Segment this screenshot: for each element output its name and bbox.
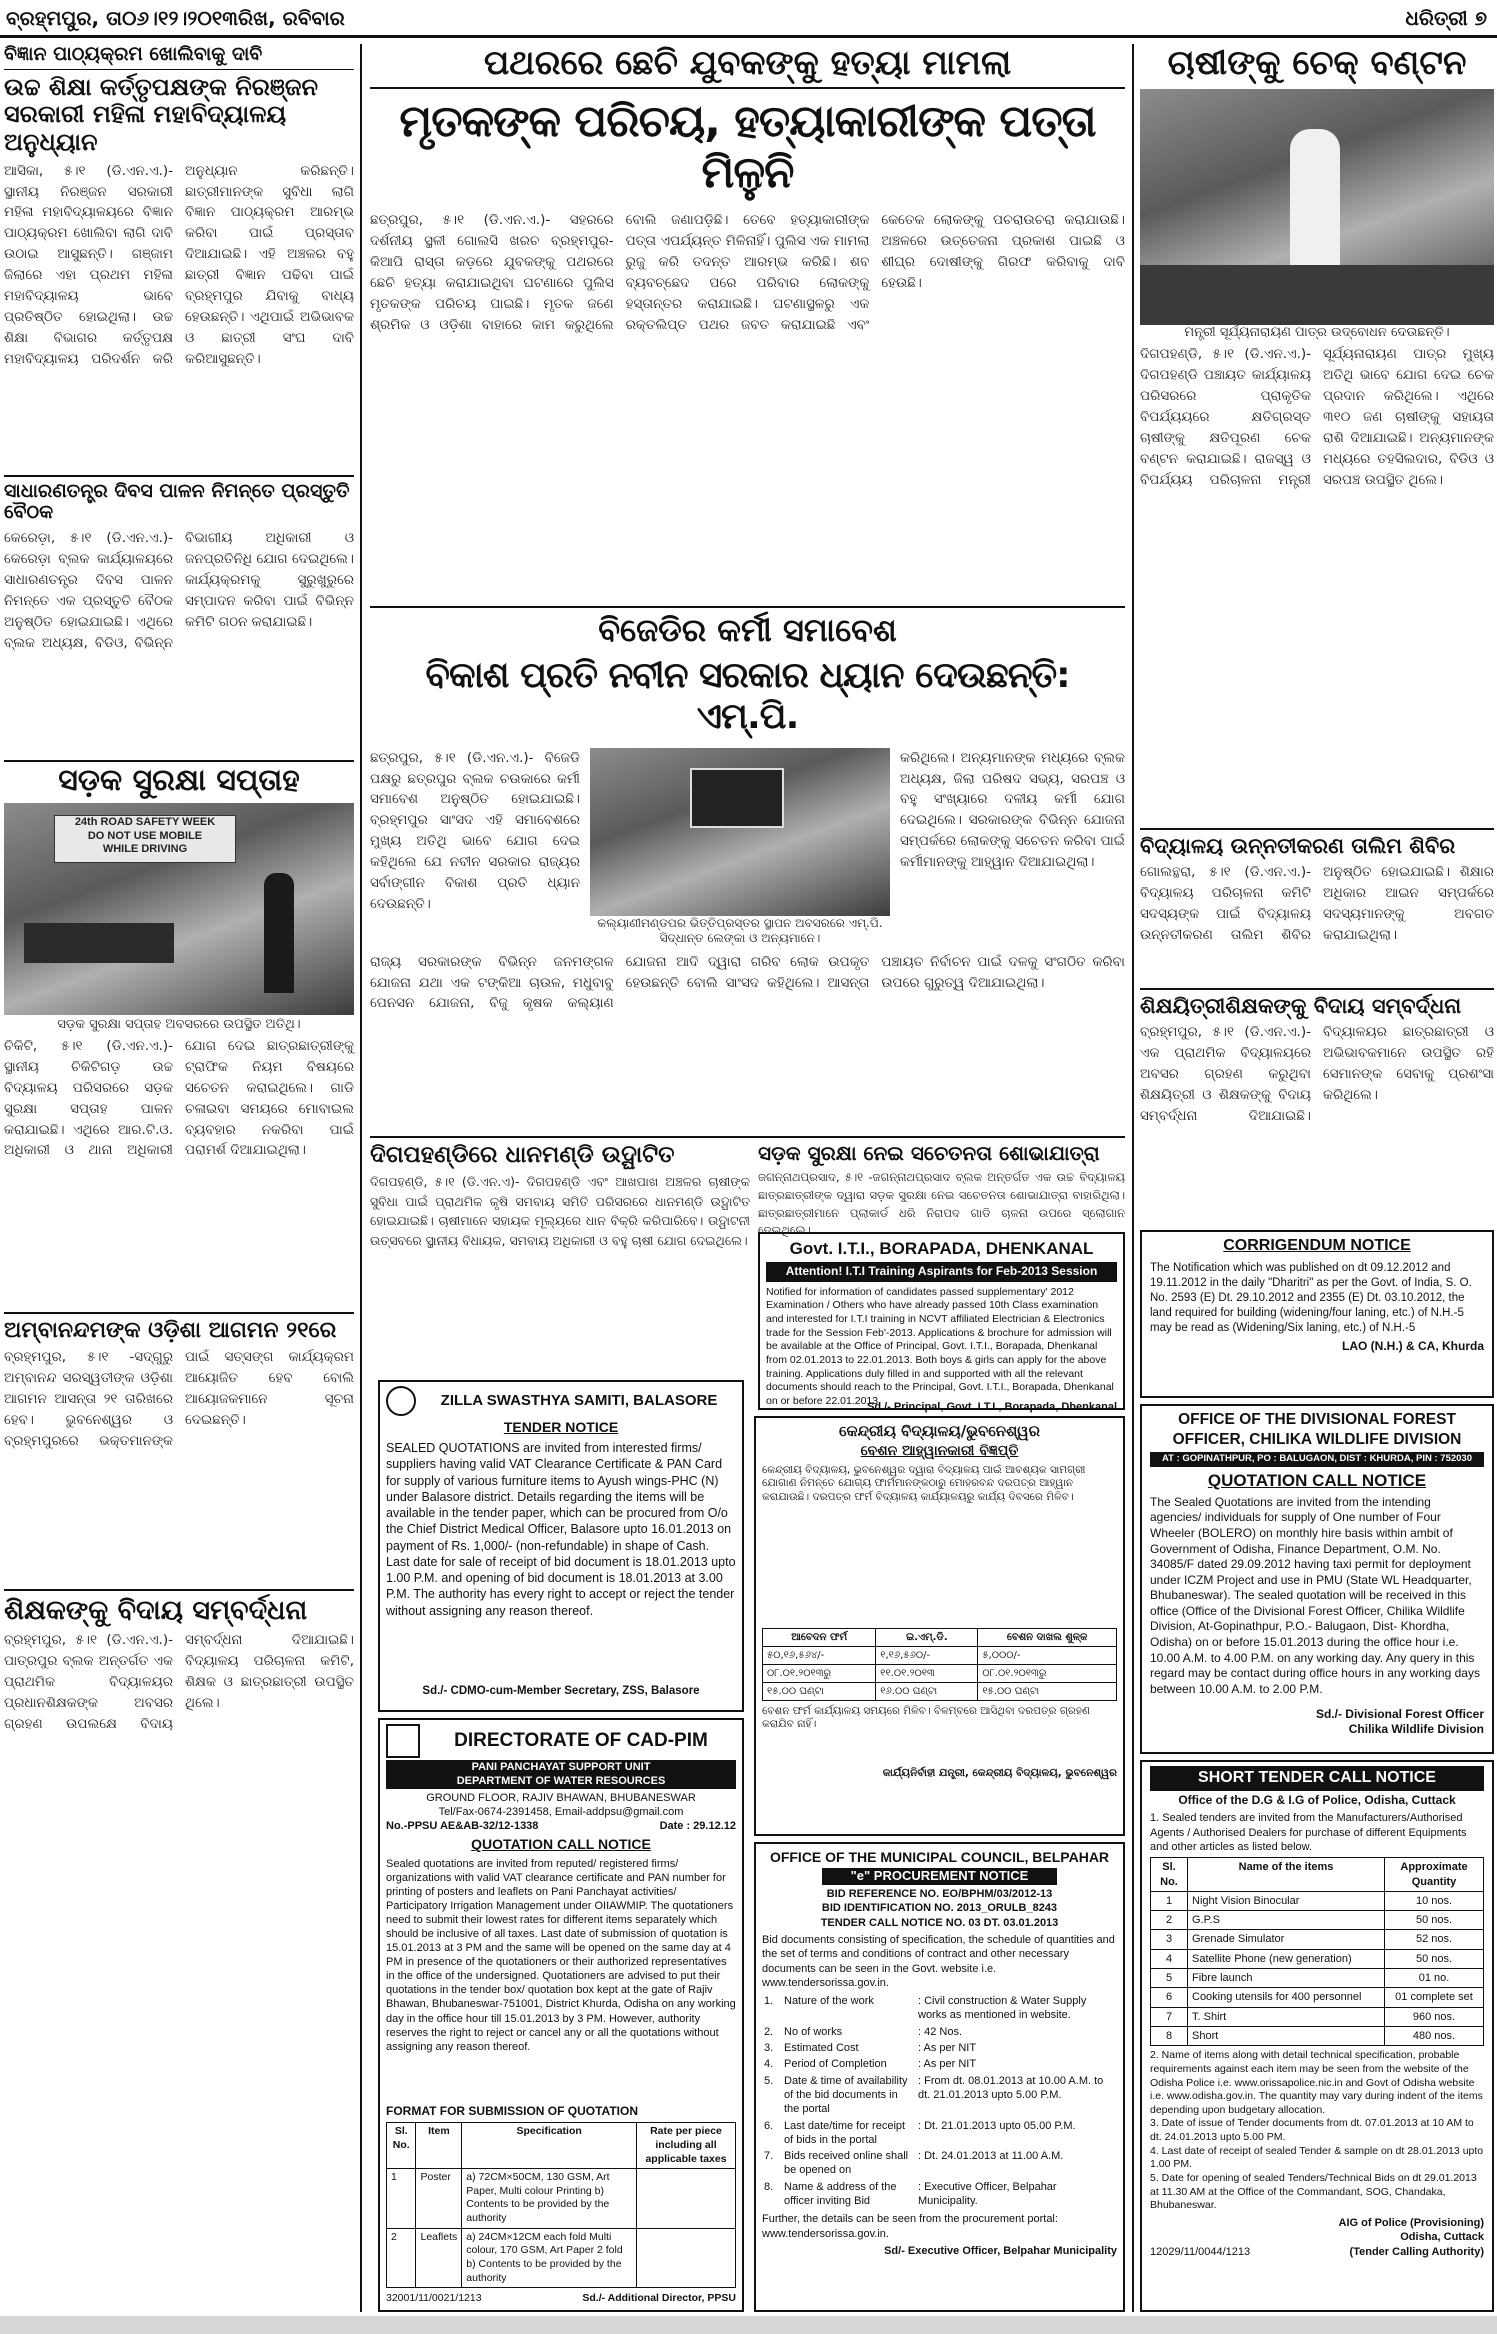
list-item-cell: Last date/time for receipt of bids in the portal <box>784 2119 906 2146</box>
notice-sign: Sd/- Executive Officer, Belpahar Municipality <box>884 2244 1117 2257</box>
list-item-cell: Bids received online shall be opened on <box>784 2150 909 2177</box>
table-row <box>1151 1891 1484 1910</box>
notice-text: Sealed quotations are invited from reputed/ registered firms/ organizations with valid VAT clearance certificate and PAN number for printing of posters and leaflets on Pani Panchayat activities/ Participatory Irrigation Management under OIIAWMIP. The quotationers need to submit their lowest rates for different items separately which should be inclusive of all taxes. Last date of submission of quotation is 15.01.2013 at 3 PM and the same will be opened on the same day at 4 PM in presence of the quotationers or their authorized representatives in the office of the undersigned. Quotationers are advised to put their quotations in the tender box/ quotation box kept at the gate of Rajiv Bhawan, Bhubaneswar-751001, District Khurda, Odisha on any working day in the office hour till 15.01.2013 by 3 PM. However, authority reserves the right to reject or cancel any or all the quotations without assigning any reason thereof. <box>386 1857 736 2053</box>
table-cell: T. Shirt <box>1188 2007 1385 2026</box>
table-cell: G.P.S <box>1188 1911 1385 1930</box>
table-cell: Fibre launch <box>1188 1969 1385 1988</box>
list-item <box>762 1993 1117 2024</box>
notice-text: Bid documents consisting of specification, the schedule of quantities and the set of terms and conditions of contract and other necessary documents can be seen in the Govt. website i.e. www.tendersorissa.gov.in. <box>762 1933 1115 1989</box>
list-item-cell: : As per NIT <box>918 2042 977 2055</box>
list-item <box>762 2024 1117 2040</box>
divider <box>4 1589 354 1591</box>
list-item-cell: 4. <box>764 2058 774 2071</box>
notice-number: No.-PPSU AE&AB-32/12-1338 <box>386 1820 539 1833</box>
table-cell: Satellite Phone (new generation) <box>1188 1949 1385 1968</box>
notice-ref: 12029/11/0044/1213 <box>1150 2245 1251 2258</box>
list-item-cell: 5. <box>764 2074 774 2087</box>
notice-address: GROUND FLOOR, RAJIV BHAWAN, BHUBANESWAR <box>426 1791 696 1804</box>
article-headline: ବିଦ୍ୟାଳୟ ଉନ୍ନତୀକରଣ ତାଲିମ ଶିବିର <box>1140 834 1456 859</box>
items-table <box>1150 1857 1484 2046</box>
table-cell: ୧୧.୦୧.୨୦୧୩ <box>876 1664 978 1682</box>
table-cell: 1 <box>1151 1891 1188 1910</box>
tender-fee-table <box>762 1628 1117 1701</box>
article-body: ବ୍ରହ୍ମପୁର, ୫।୧ (ଡି.ଏନ.ଏ.)- ଏକ ପ୍ରାଥମିକ ବିଦ୍ୟାଳୟରେ ଅବସର ଗ୍ରହଣ କରୁଥିବା ଶିକ୍ଷୟିତ୍ରୀ ଓ ଶିକ୍ଷକଙ୍କୁ ବିଦାୟ ସମ୍ବର୍ଦ୍ଧନା ଦିଆଯାଇଛି। ବିଦ୍ୟାଳୟର ଛାତ୍ରଛାତ୍ରୀ ଓ ଅଭିଭାବକମାନେ ଉପସ୍ଥିତ ରହି ସେମାନଙ୍କ ସେବାକୁ ପ୍ରଶଂସା କରିଥିଲେ। <box>1140 1024 1494 1125</box>
table-cell: 2 <box>387 2228 416 2288</box>
table-cell: 3 <box>1151 1930 1188 1949</box>
table-header: Sl. No. <box>1151 1858 1188 1892</box>
article-body: କେରେଡ଼ା, ୫।୧ (ଡି.ଏନ.ଏ.)- କେରେଡ଼ା ବ୍ଲକ କାର୍ଯ୍ୟାଳୟରେ ସାଧାରଣତନ୍ତ୍ର ଦିବସ ପାଳନ ନିମନ୍ତେ ଏକ ପ୍ରସ୍ତୁତି ବୈଠକ ଅନୁଷ୍ଠିତ ହୋଇଯାଇଛି। ଏଥିରେ ବ୍ଲକ ଅଧ୍ୟକ୍ଷ, ବିଡିଓ, ବିଭିନ୍ନ ବିଭାଗୀୟ ଅଧିକାରୀ ଓ ଜନପ୍ରତିନିଧି ଯୋଗ ଦେଇଥିଲେ। କାର୍ଯ୍ୟକ୍ରମକୁ ସୁରୁଖୁରୁରେ ସମ୍ପାଦନ କରିବା ପାଇଁ ବିଭିନ୍ନ କମିଟି ଗଠନ କରାଯାଇଛି। <box>4 530 354 651</box>
bjd-photo-block <box>590 748 890 946</box>
list-item-cell: : Dt. 24.01.2013 at 11.00 A.M. <box>918 2150 1064 2163</box>
table-cell: 960 nos. <box>1385 2007 1484 2026</box>
table-cell <box>637 2169 736 2229</box>
table-cell: Poster <box>416 2169 462 2229</box>
zilla-tender-notice <box>378 1380 744 1712</box>
table-cell: 50 nos. <box>1385 1911 1484 1930</box>
list-item-cell: 8. <box>764 2180 774 2193</box>
page-number: ଧରିତ୍ରୀ ୭ <box>1405 6 1487 30</box>
format-title: FORMAT FOR SUBMISSION OF QUOTATION <box>386 2103 638 2118</box>
dateline: ବ୍ରହ୍ମପୁର, ତା୦୬।୧୨।୨୦୧୩ରିଖ, ରବିବାର <box>6 6 345 30</box>
table-row <box>1151 2026 1484 2045</box>
table-in-photo <box>24 923 174 963</box>
article-body: ଚିକିଟି, ୫।୧ (ଡି.ଏନ.ଏ.)- ସ୍ଥାନୀୟ ଚିକିଟିଗଡ଼ ଉଚ୍ଚ ବିଦ୍ୟାଳୟ ପରିସରରେ ସଡ଼କ ସୁରକ୍ଷା ସପ୍ତାହ ପାଳନ କରାଯାଇଛି। ଏଥିରେ ଆର.ଟି.ଓ. ଅଧିକାରୀ ଓ ଥାନା ଅଧିକାରୀ ଯୋଗ ଦେଇ ଛାତ୍ରଛାତ୍ରୀଙ୍କୁ ଟ୍ରାଫିକ ନିୟମ ବିଷୟରେ ସଚେତନ କରାଇଥିଲେ। ଗାଡି ଚଳାଇବା ସମୟରେ ମୋବାଇଲ ବ୍ୟବହାର ନକରିବା ପାଇଁ ପରାମର୍ଶ ଦିଆଯାଇଥିଲା। <box>4 1037 354 1159</box>
notice-text: 3. Date of issue of Tender documents from dt. 07.01.2013 at 10 AM to dt. 24.01.2013 upto 5.00 PM. <box>1150 2117 1474 2144</box>
list-item-cell: Name & address of the officer inviting Bid <box>784 2180 897 2208</box>
photo-caption: ସଡ଼କ ସୁରକ୍ଷା ସପ୍ତାହ ଅବସରରେ ଉପସ୍ଥିତ ଅତିଥି। <box>57 1016 301 1032</box>
notice-title: CORRIGENDUM NOTICE <box>1223 1237 1411 1254</box>
tender-call-number: TENDER CALL NOTICE NO. 03 DT. 03.01.2013 <box>820 1916 1059 1929</box>
table-row <box>763 1664 1117 1682</box>
list-item-cell: 3. <box>764 2042 774 2055</box>
table-cell: Short <box>1188 2026 1385 2045</box>
notice-sign: Chilika Wildlife Division <box>1348 1722 1484 1737</box>
murder-story <box>370 44 1125 604</box>
notice-sign: LAO (N.H.) & CA, Khurda <box>1342 1339 1484 1354</box>
table-row <box>1151 2007 1484 2026</box>
article-headline: ବିକାଶ ପ୍ରତି ନବୀନ ସରକାର ଧ୍ୟାନ ଦେଉଛନ୍ତି: ଏମ୍.ପି. <box>425 654 1070 738</box>
divider <box>370 1136 1125 1138</box>
article-body: ଦିଗପହଣ୍ଡି, ୫।୧ (ଡି.ଏନ.ଏ)- ଦିଗପହଣ୍ଡି ଏବଂ ଆଖପାଖ ଅଞ୍ଚଳର ଚାଷୀଙ୍କ ସୁବିଧା ପାଇଁ ପ୍ରାଥମିକ କୃଷି ସମବାୟ ସମିତି ପରିସରରେ ଧାନମଣ୍ଡି ଉଦ୍ଘାଟିତ ହୋଇଯାଇଛି। ଚାଷୀମାନେ ସହାୟକ ମୂଲ୍ୟରେ ଧାନ ବିକ୍ରି କରିପାରିବେ। ଉଦ୍ଘାଟନୀ ଉତ୍ସବରେ ସ୍ଥାନୀୟ ବିଧାୟକ, ସମବାୟ ଅଧିକାରୀ ଓ ବହୁ ଚାଷୀ ଯୋଗ ଦେଇଥିଲେ। <box>370 1174 750 1248</box>
notice-sign: (Tender Calling Authority) <box>1349 2245 1484 2258</box>
notice-sign: Sd./- CDMO-cum-Member Secretary, ZSS, Balasore <box>422 1685 700 1698</box>
table-row <box>763 1646 1117 1664</box>
bjd-story <box>370 612 1125 1132</box>
article-body: କରିଥିଲେ। ଅନ୍ୟମାନଙ୍କ ମଧ୍ୟରେ ବ୍ଲକ ଅଧ୍ୟକ୍ଷ, ଜିଲା ପରିଷଦ ସଭ୍ୟ, ସରପଞ୍ଚ ଓ ବହୁ ସଂଖ୍ୟାରେ ଦଳୀୟ କର୍ମୀ ଯୋଗ ଦେଇଥିଲେ। ସରକାରଙ୍କ ବିଭିନ୍ନ ଯୋଜନା ସମ୍ପର୍କରେ ଲୋକଙ୍କୁ ସଚେତନ କରିବା ପାଇଁ କର୍ମୀମାନଙ୍କୁ ଆହ୍ୱାନ ଦିଆଯାଇଥିଲା। <box>900 749 1125 871</box>
list-item-cell: Estimated Cost <box>784 2042 859 2055</box>
table-cell: 1 <box>387 2169 416 2229</box>
notice-title: OFFICE OF THE MUNICIPAL COUNCIL, BELPAHAR <box>769 1849 1110 1865</box>
notice-sign: Sd./- Divisional Forest Officer <box>1315 1706 1484 1721</box>
list-item <box>762 2056 1117 2072</box>
corrigendum-notice <box>1140 1230 1494 1398</box>
article-kicker: ପଥରରେ ଛେଚି ଯୁବକଙ୍କୁ ହତ୍ୟା ମାମଲା <box>483 43 1012 83</box>
table-cell: 6 <box>1151 1988 1188 2007</box>
table-cell: 10 nos. <box>1385 1891 1484 1910</box>
list-item-cell: Period of Completion <box>784 2058 887 2071</box>
list-item-cell: : From dt. 08.01.2013 at 10.00 A.M. to dt. 21.01.2013 upto 5.00 P.M. <box>918 2074 1104 2101</box>
table-cell: Grenade Simulator <box>1188 1930 1385 1949</box>
article-headline: ସଡ଼କ ସୁରକ୍ଷା ସପ୍ତାହ <box>58 763 300 799</box>
article-body: ଛତ୍ରପୁର, ୫।୧ (ଡି.ଏନ.ଏ.)- ବିଜେଡି ପକ୍ଷରୁ ଛତ୍ରପୁର ବ୍ଲକ ଚଉକାରେ କର୍ମୀ ସମାବେଶ ଅନୁଷ୍ଠିତ ହୋଇଯାଇଛି। ବ୍ରହ୍ମପୁର ସାଂସଦ ଏହି ସମାବେଶରେ ମୁଖ୍ୟ ଅତିଥି ଭାବେ ଯୋଗ ଦେଇ କହିଥିଲେ ଯେ ନବୀନ ସରକାର ରାଜ୍ୟର ସର୍ବାଙ୍ଗୀନ ବିକାଶ ପ୍ରତି ଧ୍ୟାନ ଦେଉଛନ୍ତି। <box>370 749 580 913</box>
column-rule <box>360 44 362 2312</box>
table-header: Name of the items <box>1188 1858 1385 1892</box>
table-row <box>1151 1911 1484 1930</box>
article-headline: ଶିକ୍ଷକଙ୍କୁ ବିଦାୟ ସମ୍ବର୍ଦ୍ଧନା <box>4 1595 308 1627</box>
notice-text: 2. Name of items along with detail technical specification, probable requirements against each item may be seen from the website of the Odisha Police i.e. www.orissapolice.nic.in and Govt of Odisha website i.e. www.odisha.gov.in. The quantity may vary during indent of the items depending upon budgetary allocation. <box>1150 2049 1483 2116</box>
table-row <box>763 1682 1117 1700</box>
article-body: ଦିଗପହଣ୍ଡି, ୫।୧ (ଡି.ଏନ.ଏ.)- ଦିଗପହଣ୍ଡି ପଞ୍ଚାୟତ କାର୍ଯ୍ୟାଳୟ ପରିସରରେ ପ୍ରାକୃତିକ ବିପର୍ଯ୍ୟୟରେ କ୍ଷତିଗ୍ରସ୍ତ ଚାଷୀଙ୍କୁ କ୍ଷତିପୂରଣ ଚେକ ବଣ୍ଟନ କରାଯାଇଛି। ରାଜସ୍ୱ ଓ ବିପର୍ଯ୍ୟୟ ପରିଚାଳନା ମନ୍ତ୍ରୀ ସୂର୍ଯ୍ୟନାରାୟଣ ପାତ୍ର ମୁଖ୍ୟ ଅତିଥି ଭାବେ ଯୋଗ ଦେଇ ଚେକ ପ୍ରଦାନ କରିଥିଲେ। ଏଥିରେ ୩୧୦ ଜଣ ଚାଷୀଙ୍କୁ ସହାୟତା ରାଶି ଦିଆଯାଇଛି। ଅନ୍ୟମାନଙ୍କ ମଧ୍ୟରେ ତହସିଲଦାର, ବିଡିଓ ଓ ସରପଞ୍ଚ ଉପସ୍ଥିତ ଥିଲେ। <box>1140 346 1494 488</box>
table-cell: 50 nos. <box>1385 1949 1484 1968</box>
forest-quotation-notice <box>1140 1404 1494 1754</box>
crowd-in-photo <box>1140 265 1494 325</box>
notice-subtitle: ବେଶନ ଆହ୍ୱାନକାରୀ ବିଜ୍ଞପ୍ତି <box>860 1442 1019 1459</box>
article-kicker: ବିଜେଡିର କର୍ମୀ ସମାବେଶ <box>598 611 897 649</box>
divider <box>4 1312 354 1314</box>
notice-text: The Sealed Quotations are invited from the intending agencies/ individuals for supply of One number of Four Wheeler (BOLERO) on monthly hire basis within ambit of Government of Odisha, Finance Department, O.M. No. 34085/F dated 29.09.2012 having taxi permit for deployment under ICZM Project and use in PMU (State WL Headquarter, Bhubaneswar). The sealed quotation will be received in this office (Office of the Divisional Forest Officer, Chilika Wildlife Division, At-Gopinathpur, P.O.- Balugaon, Dist- Khordha, Odisha) on or before 15.01.2013 during the office hour i.e. 10.00 A.M. to 4.00 P.M. on any working day. Any query in this regard may be contact during office hours in any working days between 10.00 A.M. to 2.00 P.M. <box>1150 1494 1480 1696</box>
table-cell: a) 24CM×12CM each fold Multi colour, 170 GSM, Art Paper 2 fold b) Contents to be provided by the authority <box>462 2228 637 2288</box>
quotation-format-table <box>386 2122 736 2288</box>
table-header: Sl. No. <box>387 2123 416 2169</box>
table-row <box>387 2169 736 2229</box>
table-cell: ୧୫.୦୦ ଘଣ୍ଟା <box>978 1682 1117 1700</box>
list-item-cell: No of works <box>784 2025 843 2038</box>
notice-contact: Tel/Fax-0674-2391458, Email-addpsu@gmail.com <box>438 1805 684 1818</box>
divider <box>370 606 1125 608</box>
notice-title: Govt. I.T.I., BORAPADA, DHENKANAL <box>789 1239 1094 1258</box>
article-headline: ଶିକ୍ଷୟିତ୍ରୀଶିକ୍ଷକଙ୍କୁ ବିଦାୟ ସମ୍ବର୍ଦ୍ଧନା <box>1140 994 1462 1019</box>
divider <box>4 760 354 762</box>
article-body: ଛତ୍ରପୁର, ୫।୧ (ଡି.ଏନ.ଏ.)- ସହରରେ ଦର୍ଶନୀୟ ସ୍ଥଳୀ ଗୋଲସି ଖରଚ ବ୍ରହ୍ମପୁର-କିଆପି ରାସ୍ତା କଡ଼ରେ ଯୁବକଙ୍କୁ ପଥରରେ ଛେଚି ହତ୍ୟା କରାଯାଇଥିବା ଘଟଣାରେ ପୁଲିସ ମୃତକଙ୍କ ପରିଚୟ ପାଇଛି। ମୃତକ ଜଣେ ଶ୍ରମିକ ଓ ଓଡ଼ିଶା ବାହାରେ କାମ କରୁଥିଲେ ବୋଲି ଜଣାପଡ଼ିଛି। ତେବେ ହତ୍ୟାକାରୀଙ୍କ ପତ୍ତା ଏପର୍ଯ୍ୟନ୍ତ ମିଳିନାହିଁ। ପୁଲିସ ଏକ ମାମଲା ରୁଜୁ କରି ତଦନ୍ତ ଆରମ୍ଭ କରିଛି। ଶବ ବ୍ୟବଚ୍ଛେଦ ପରେ ପରିବାର ଲୋକଙ୍କୁ ହସ୍ତାନ୍ତର କରାଯାଇଛି। ଘଟଣାସ୍ଥଳରୁ ଏକ ରକ୍ତଲିପ୍ତ ପଥର ଜବତ କରାଯାଇଛି ଏବଂ କେତେକ ଲୋକଙ୍କୁ ପଚରାଉଚରା କରାଯାଉଛି। ଅଞ୍ଚଳରେ ଉତ୍ତେଜନା ପ୍ରକାଶ ପାଇଛି ଓ ଶୀଘ୍ର ଦୋଷୀଙ୍କୁ ଗିରଫ କରିବାକୁ ଦାବି ହେଉଛି। <box>370 212 1125 333</box>
banner-in-photo: 24th ROAD SAFETY WEEK DO NOT USE MOBILE WHILE DRIVING <box>54 815 236 863</box>
table-cell: 2 <box>1151 1911 1188 1930</box>
table-row <box>1151 1930 1484 1949</box>
notice-title: ZILLA SWASTHYA SAMITI, BALASORE <box>440 1392 718 1410</box>
list-item-cell: 7. <box>764 2150 774 2163</box>
notice-subheading: PANI PANCHAYAT SUPPORT UNIT <box>386 1760 736 1774</box>
notice-text: କେନ୍ଦ୍ରୀୟ ବିଦ୍ୟାଳୟ, ଭୁବନେଶ୍ୱର ଦ୍ୱାରା ବିଦ୍ୟାଳୟ ପାଇଁ ଆବଶ୍ୟକ ସାମଗ୍ରୀ ଯୋଗାଣ ନିମନ୍ତେ ଯୋଗ୍ୟ ଫାର୍ମମାନଙ୍କଠାରୁ ମୋହରବନ୍ଦ ଦରପତ୍ର ଆହ୍ୱାନ କରାଯାଉଛି। ଦରପତ୍ର ଫର୍ମ ବିଦ୍ୟାଳୟ କାର୍ଯ୍ୟାଳୟରୁ କାର୍ଯ୍ୟ ଦିବସରେ ମିଳିବ। <box>762 1463 1086 1503</box>
notice-ref: 32001/11/0021/1213 <box>386 2292 482 2305</box>
article-body: ଗୋଲନ୍ଥରା, ୫।୧ (ଡି.ଏନ.ଏ.)- ବିଦ୍ୟାଳୟ ପରିଚାଳନା କମିଟି ସଦସ୍ୟଙ୍କ ପାଇଁ ବିଦ୍ୟାଳୟ ଉନ୍ନତୀକରଣ ତାଲିମ ଶିବିର ଅନୁଷ୍ଠିତ ହୋଇଯାଇଛି। ଶିକ୍ଷାର ଅଧିକାର ଆଇନ ସମ୍ପର୍କରେ ସଦସ୍ୟମାନଙ୍କୁ ଅବଗତ କରାଯାଇଥିଲା। <box>1140 864 1494 943</box>
cheque-distribution-photo <box>1140 89 1494 325</box>
police-short-tender-notice <box>1140 1760 1494 2312</box>
page-footer-strip <box>0 2316 1497 2334</box>
article-headline: ଅମ୍ବାନନ୍ଦମଙ୍କ ଓଡ଼ିଶା ଆଗମନ ୨୧ରେ <box>4 1317 337 1343</box>
cadpim-quotation-notice <box>378 1718 744 2312</box>
table-cell: Leaflets <box>416 2228 462 2288</box>
list-item-cell: : As per NIT <box>918 2058 977 2071</box>
notice-sign: କାର୍ଯ୍ୟନିର୍ବାହୀ ଯନ୍ତ୍ରୀ, କେନ୍ଦ୍ରୀୟ ବିଦ୍ୟାଳୟ, ଭୁବନେଶ୍ୱର <box>882 1766 1117 1779</box>
article-headline: ସଡ଼କ ସୁରକ୍ଷା ନେଇ ସଚେତନତା ଶୋଭାଯାତ୍ରା <box>758 1141 1100 1165</box>
photo-caption: କଲ୍ୟାଣୀମଣ୍ଡପର ଭିତ୍ତିପ୍ରସ୍ତର ସ୍ଥାପନ ଅବସରରେ ଏମ୍.ପି. ସିଦ୍ଧାନ୍ତ ଲେଙ୍କା ଓ ଅନ୍ୟମାନେ। <box>597 915 883 945</box>
article-headline: ଚାଷୀଙ୍କୁ ଚେକ୍ ବଣ୍ଟନ <box>1167 43 1467 83</box>
procurement-details <box>762 1993 1117 2209</box>
list-item-cell: : Dt. 21.01.2013 upto 05.00 P.M. <box>918 2119 1076 2132</box>
table-header: Specification <box>462 2123 637 2169</box>
notice-text: Notified for information of candidates passed supplementary' 2012 Examination / Others who have already passed 10th Class examination and interested for I.T.I training in NCVT affiliated Electrician & Electronics trade for the Session Feb'-2013. Applications & brochure for admission will be available at the Office of Principal, Govt. I.T.I., Borapada, Dhenkanal from 02.01.2013 to 22.01.2013. Both boys & girls can apply for the above training. Applications duly filled in and supported with all the relevant documents should reach to the Principal, Govt. I.T.I., Borapada, Dhenkanal on or before 22.01.2013. <box>766 1285 1114 1407</box>
table-cell: ୦୮.୦୧.୨୦୧୩ରୁ <box>978 1664 1117 1682</box>
speaker-in-photo <box>264 873 294 993</box>
notice-sign: Sd./- Additional Director, PPSU <box>582 2292 736 2305</box>
divider <box>1140 828 1494 830</box>
table-cell: Cooking utensils for 400 personnel <box>1188 1988 1385 2007</box>
list-item-cell: 1. <box>764 1995 774 2008</box>
logo-icon <box>386 1724 420 1758</box>
belpahar-eprocurement-notice <box>754 1842 1125 2312</box>
article-body: ଜଗନ୍ନାଥପ୍ରସାଦ, ୫।୧ -ଜଗନ୍ନାଥପ୍ରସାଦ ବ୍ଲକ ଅନ୍ତର୍ଗତ ଏକ ଉଚ୍ଚ ବିଦ୍ୟାଳୟ ଛାତ୍ରଛାତ୍ରୀଙ୍କ ଦ୍ୱାରା ସଡ଼କ ସୁରକ୍ଷା ନେଇ ସଚେତନତା ଶୋଭାଯାତ୍ରା ବାହାରିଥିଲା। ଛାତ୍ରଛାତ୍ରୀମାନେ ପ୍ଲାକାର୍ଡ ଧରି ନିରାପଦ ଗାଡି ଚାଳନା ଉପରେ ସ୍ଲୋଗାନ ଦେଇଥିଲେ। <box>758 1170 1125 1238</box>
table-header: ବେଶନ ଦାଖଲ ଶୁଳ୍କ <box>978 1628 1117 1646</box>
list-item-cell: 6. <box>764 2119 774 2132</box>
list-item-cell: : Executive Officer, Belpahar Municipality. <box>918 2180 1057 2208</box>
list-item-cell: 2. <box>764 2025 774 2038</box>
notice-title: DIRECTORATE OF CAD-PIM <box>454 1729 708 1751</box>
notice-sign: AIG of Police (Provisioning) <box>1338 2216 1484 2229</box>
table-cell: ୧,୧୬,୫୬୦/- <box>876 1646 978 1664</box>
notice-subtitle: Office of the D.G & I.G of Police, Odisha, Cuttack <box>1178 1792 1456 1807</box>
table-header: Approximate Quantity <box>1385 1858 1484 1892</box>
emblem-icon <box>386 1386 416 1416</box>
left-column <box>4 44 354 2312</box>
photo-caption: ମନ୍ତ୍ରୀ ସୂର୍ଯ୍ୟନାରାୟଣ ପାତ୍ର ଉଦ୍ବୋଧନ ଦେଉଛନ୍ତି। <box>1184 325 1450 341</box>
article-headline: ମୃତକଙ୍କ ପରିଚୟ, ହତ୍ୟାକାରୀଙ୍କ ପତ୍ତା ମିଳୁନି <box>399 96 1096 198</box>
bjd-photo <box>590 748 890 916</box>
right-column <box>1140 44 1494 1224</box>
article-headline: ଉଚ୍ଚ ଶିକ୍ଷା କର୍ତ୍ତୃପକ୍ଷଙ୍କ ନିରଞ୍ଜନ ସରକାରୀ ମହିଳା ମହାବିଦ୍ୟାଳୟ ଅନୁଧ୍ୟାନ <box>4 72 319 157</box>
list-item-cell: Date & time of availability of the bid documents in the portal <box>784 2074 908 2116</box>
table-cell: 01 complete set <box>1385 1988 1484 2007</box>
table-cell: 8 <box>1151 2026 1188 2045</box>
table-header: ଆବେଦନ ଫର୍ମ <box>763 1628 876 1646</box>
table-cell: 4 <box>1151 1949 1188 1968</box>
road-safety-photo <box>4 803 354 1015</box>
bid-reference: BID REFERENCE NO. EO/BPHM/03/2012-13 <box>826 1888 1053 1901</box>
table-header: ଇ.ଏମ୍.ଡି. <box>876 1628 978 1646</box>
table-cell: ୦୮.୦୧.୨୦୧୩ରୁ <box>763 1664 876 1682</box>
notice-title: କେନ୍ଦ୍ରୀୟ ବିଦ୍ୟାଳୟ/ଭୁବନେଶ୍ୱର <box>839 1422 1040 1440</box>
page-header <box>0 0 1497 38</box>
notice-text: The Notification which was published on dt 09.12.2012 and 19.11.2012 in the daily "Dharitri" as per the Govt. of India, S. O. No. 2593 (E) Dt. 29.10.2012 and 2355 (E) Dt. 03.10.2012, the land required for building (widening/four laning, etc.) of N.H.-5 may be read as (Widening/Six laning, etc.) of N.H.-5 <box>1150 1261 1472 1334</box>
notice-text: 5. Date for opening of sealed Tenders/Technical Bids on dt 29.01.2013 at 11.30 AM at the Office of the Commandant, SOG, Chandaka, Bhubaneswar. <box>1150 2172 1477 2212</box>
list-item-cell: : Civil construction & Water Supply works as mentioned in website. <box>918 1995 1087 2022</box>
article-body: ବ୍ରହ୍ମପୁର, ୫।୧ -ସଦ୍ଗୁରୁ ଅମ୍ବାନନ୍ଦ ସରସ୍ୱତୀଙ୍କ ଓଡ଼ିଶା ଆଗମନ ଆସନ୍ତା ୨୧ ତାରିଖରେ ହେବ। ଭୁବନେଶ୍ୱର ଓ ବ୍ରହ୍ମପୁରରେ ଭକ୍ତମାନଙ୍କ ପାଇଁ ସତ୍ସଙ୍ଗ କାର୍ଯ୍ୟକ୍ରମ ଆୟୋଜିତ ହେବ ବୋଲି ଆୟୋଜକମାନେ ସୂଚନା ଦେଇଛନ୍ତି। <box>4 1349 354 1449</box>
list-item <box>762 2073 1117 2118</box>
notice-attention: Attention! I.T.I Training Aspirants for Feb-2013 Session <box>766 1262 1117 1282</box>
notice-text: Further, the details can be seen from the procurement portal: www.tendersorissa.gov.in. <box>762 2213 1058 2240</box>
notice-subtitle: QUOTATION CALL NOTICE <box>1207 1470 1427 1490</box>
table-row <box>1151 1988 1484 2007</box>
list-item <box>762 2179 1117 2210</box>
article-body: ଆସିକା, ୫।୧ (ଡି.ଏନ.ଏ.)- ସ୍ଥାନୀୟ ନିରଞ୍ଜନ ସରକାରୀ ମହିଳା ମହାବିଦ୍ୟାଳୟରେ ବିଜ୍ଞାନ ପାଠ୍ୟକ୍ରମ ଖୋଲିବା ଲାଗି ଦାବି ଉଠାଇ ଆସୁଛନ୍ତି। ଗଞ୍ଜାମ ଜିଲାରେ ଏହା ପ୍ରଥମ ମହିଳା ମହାବିଦ୍ୟାଳୟ ଭାବେ ପ୍ରତିଷ୍ଠିତ ହୋଇଥିଲା। ଉଚ୍ଚ ଶିକ୍ଷା ବିଭାଗର କର୍ତ୍ତୃପକ୍ଷ ମହାବିଦ୍ୟାଳୟ ପରିଦର୍ଶନ କରି ଅନୁଧ୍ୟାନ କରିଛନ୍ତି। ଛାତ୍ରୀମାନଙ୍କ ସୁବିଧା ଲାଗି ବିଜ୍ଞାନ ପାଠ୍ୟକ୍ରମ ଆରମ୍ଭ କରିବା ପାଇଁ ପ୍ରସ୍ତାବ ଦିଆଯାଇଛି। ଏହି ଅଞ୍ଚଳର ବହୁ ଛାତ୍ରୀ ବିଜ୍ଞାନ ପଢିବା ପାଇଁ ବ୍ରହ୍ମପୁର ଯିବାକୁ ବାଧ୍ୟ ହେଉଛନ୍ତି। ଏଥିପାଇଁ ଅଭିଭାବକ ଓ ଛାତ୍ରୀ ସଂଘ ଦାବି କରିଆସୁଛନ୍ତି। <box>4 162 354 367</box>
kendriya-vidyalaya-notice <box>754 1416 1125 1836</box>
iti-notice <box>758 1232 1125 1413</box>
table-cell <box>637 2228 736 2288</box>
notice-title: OFFICE OF THE DIVISIONAL FOREST OFFICER, CHILIKA WILDLIFE DIVISION <box>1172 1411 1462 1449</box>
table-cell: ୧୬.୦୦ ଘଣ୍ଟା <box>876 1682 978 1700</box>
article-kicker: ବିଜ୍ଞାନ ପାଠ୍ୟକ୍ରମ ଖୋଲିବାକୁ ଦାବି <box>4 44 354 70</box>
list-item <box>762 2118 1117 2149</box>
table-row <box>387 2228 736 2288</box>
divider <box>4 475 354 477</box>
article-headline: ଦିଗପହଣ୍ଡିରେ ଧାନମଣ୍ଡି ଉଦ୍ଘାଟିତ <box>370 1142 675 1168</box>
table-cell: ୫୦,୧୬,୫୬୪/- <box>763 1646 876 1664</box>
table-cell: 5 <box>1151 1969 1188 1988</box>
table-cell: 52 nos. <box>1385 1930 1484 1949</box>
article-headline: ସାଧାରଣତନ୍ତ୍ର ଦିବସ ପାଳନ ନିମନ୍ତେ ପ୍ରସ୍ତୁତି ବୈଠକ <box>4 479 350 524</box>
table-cell: 7 <box>1151 2007 1188 2026</box>
divider <box>1140 988 1494 990</box>
notice-subheading: DEPARTMENT OF WATER RESOURCES <box>386 1774 736 1788</box>
table-cell: Night Vision Binocular <box>1188 1891 1385 1910</box>
notice-subtitle: "e" PROCUREMENT NOTICE <box>822 1868 1057 1885</box>
notice-text: SEALED QUOTATIONS are invited from interested firms/ suppliers having valid VAT Clearance Certificate & PAN Card for supply of various furniture items to Ayush wings-PHC (N) under Balasore district. Details regarding the items will be available in the tender paper, which can be procured from O/o the Chief District Medical Officer, Balasore upto 16.01.2013 on payment of Rs. 1,000/- (non-refundable) in shape of Cash. Last date for sale of receipt of bid document is 18.01.2013 upto 1.00 P.M. and opening of bid document is 18.01.2013 at 3.00 P.M. The authority has every right to accept or reject the tender without assigning any reason thereof. <box>386 1441 736 1618</box>
notice-subtitle: TENDER NOTICE <box>503 1419 619 1435</box>
table-header: Rate per piece including all applicable taxes <box>637 2123 736 2169</box>
speaker-in-photo <box>1290 129 1340 269</box>
article-body: ବ୍ରହ୍ମପୁର, ୫।୧ (ଡି.ଏନ.ଏ.)- ପାତ୍ରପୁର ବ୍ଲକ ଅନ୍ତର୍ଗତ ଏକ ପ୍ରାଥମିକ ବିଦ୍ୟାଳୟର ପ୍ରଧାନଶିକ୍ଷକଙ୍କ ଅବସର ଗ୍ରହଣ ଉପଲକ୍ଷେ ବିଦାୟ ସମ୍ବର୍ଦ୍ଧନା ଦିଆଯାଇଛି। ବିଦ୍ୟାଳୟ ପରିଚାଳନା କମିଟି, ଶିକ୍ଷକ ଓ ଛାତ୍ରଛାତ୍ରୀ ଉପସ୍ଥିତ ଥିଲେ। <box>4 1632 354 1732</box>
notice-address: AT : GOPINATHPUR, PO : BALUGAON, DIST : KHURDA, PIN : 752030 <box>1150 1452 1484 1466</box>
table-cell: 01 no. <box>1385 1969 1484 1988</box>
notice-text: 4. Last date of receipt of sealed Tender & sample on dt 28.01.2013 upto 1.00 PM. <box>1150 2144 1484 2171</box>
table-cell: ୧୫.୦୦ ଘଣ୍ଟା <box>763 1682 876 1700</box>
plaque-in-photo <box>690 768 784 828</box>
notice-title: SHORT TENDER CALL NOTICE <box>1150 1766 1484 1791</box>
table-row <box>1151 1949 1484 1968</box>
notice-subtitle: QUOTATION CALL NOTICE <box>471 1836 651 1853</box>
notice-sign: Odisha, Cuttack <box>1400 2231 1484 2244</box>
dhanmandi-story <box>370 1142 750 1372</box>
notice-text: ବେଶନ ଫର୍ମ କାର୍ଯ୍ୟାଳୟ ସମୟରେ ମିଳିବ। ବିଳମ୍ବରେ ଆସିଥିବା ଦରପତ୍ର ଗ୍ରହଣ କରାଯିବ ନାହିଁ। <box>762 1704 1090 1731</box>
notice-text: 1. Sealed tenders are invited from the Manufacturers/Authorised Agents / Authorised Dealers for purchase of different Equipments and other articles as listed below. <box>1150 1812 1467 1853</box>
table-cell: 480 nos. <box>1385 2026 1484 2045</box>
bid-identification: BID IDENTIFICATION NO. 2013_ORULB_8243 <box>821 1902 1058 1915</box>
table-cell: ୫,୦୦୦/- <box>978 1646 1117 1664</box>
divider <box>370 87 1125 89</box>
table-row <box>1151 1969 1484 1988</box>
table-header: Item <box>416 2123 462 2169</box>
list-item-cell: : 42 Nos. <box>918 2025 963 2038</box>
list-item-cell: Nature of the work <box>784 1995 874 2008</box>
list-item <box>762 2040 1117 2056</box>
table-cell: a) 72CM×50CM, 130 GSM, Art Paper, Multi colour Printing b) Contents to be provided by the authority <box>462 2169 637 2229</box>
notice-sign: Sd./- Principal, Govt. I.T.I., Borapada, Dhenkanal <box>867 1400 1117 1413</box>
column-rule <box>1132 44 1134 2312</box>
notice-date: Date : 29.12.12 <box>659 1820 736 1833</box>
list-item <box>762 2148 1117 2179</box>
article-body: ରାଜ୍ୟ ସରକାରଙ୍କ ବିଭିନ୍ନ ଜନମଙ୍ଗଳ ଯୋଜନା ଯଥା ଏକ ଟଙ୍କିଆ ଚାଉଳ, ମଧୁବାବୁ ପେନସନ ଯୋଜନା, ବିଜୁ କୃଷକ କଲ୍ୟାଣ ଯୋଜନା ଆଦି ଦ୍ୱାରା ଗରିବ ଲୋକ ଉପକୃତ ହେଉଛନ୍ତି ବୋଲି ସାଂସଦ କହିଥିଲେ। ଆସନ୍ତା ପଞ୍ଚାୟତ ନିର୍ବାଚନ ପାଇଁ ଦଳକୁ ସଂଗଠିତ କରିବା ଉପରେ ଗୁରୁତ୍ୱ ଦିଆଯାଇଥିଲା। <box>370 953 1125 1012</box>
